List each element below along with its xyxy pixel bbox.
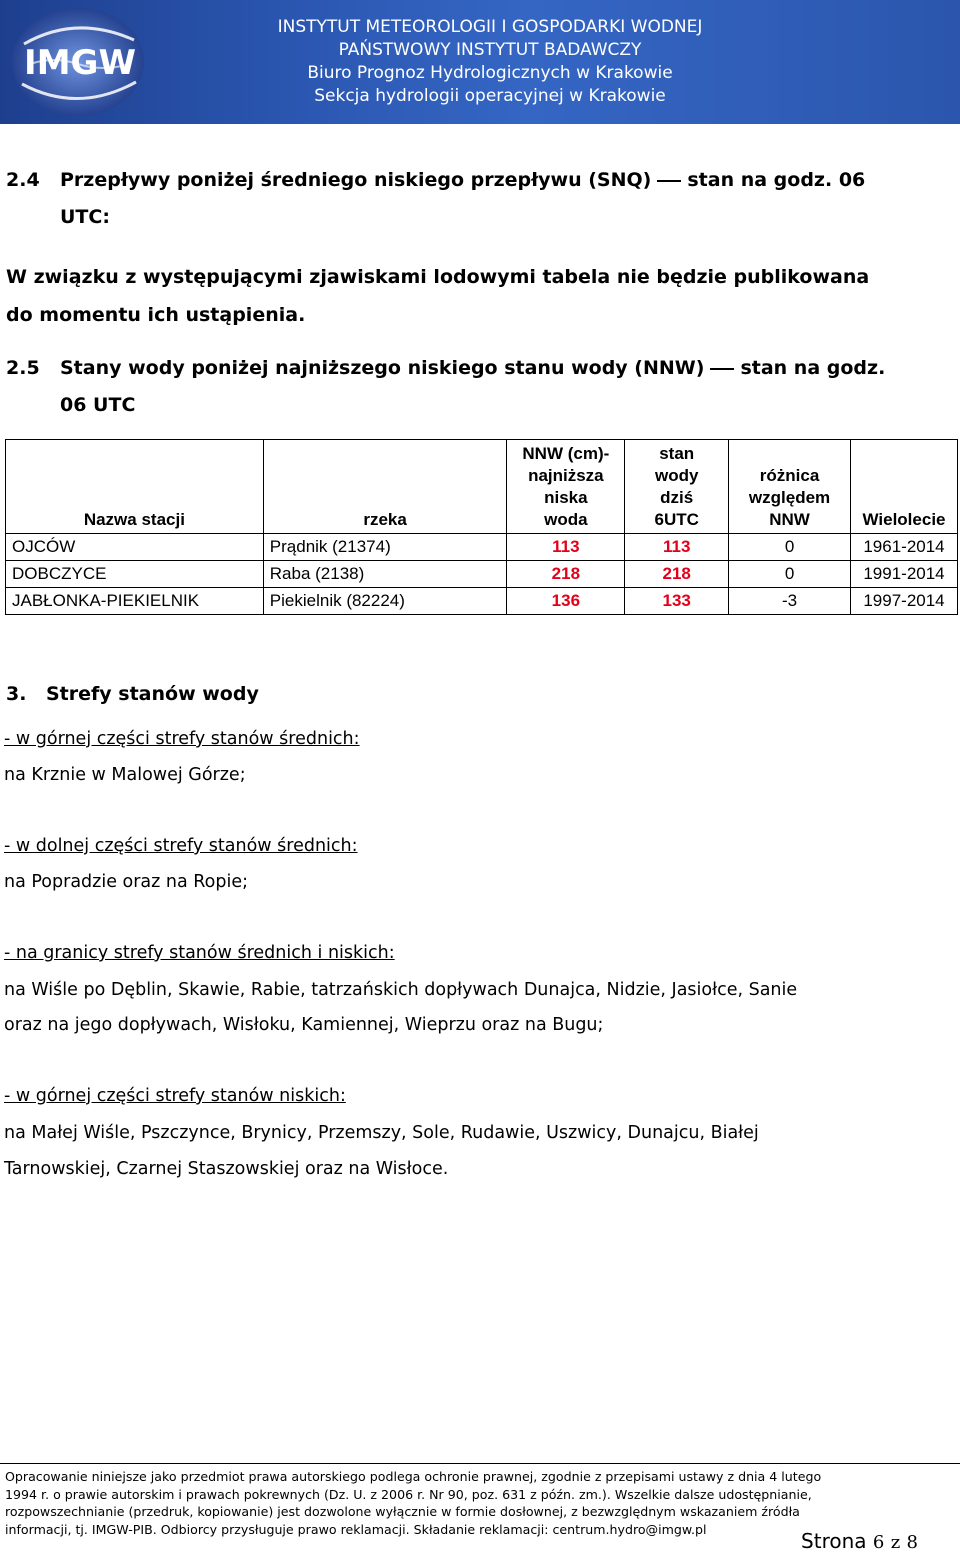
zone-text: na Małej Wiśle, Pszczynce, Brynicy, Przemszy, Sole, Rudawie, Uszwicy, Dunajcu, Białej: [4, 1123, 759, 1143]
col-river: rzeka: [263, 440, 507, 534]
institute-status: PAŃSTWOWY INSTYTUT BADAWCZY: [338, 40, 642, 60]
station-cell: OJCÓW: [6, 534, 264, 561]
svg-text:IMGW: IMGW: [24, 43, 136, 83]
today-cell: 133: [625, 588, 729, 615]
imgw-logo: [6, 4, 156, 120]
zone-heading: - w górnej części strefy stanów średnich:: [4, 729, 360, 749]
col-station: Nazwa stacji: [6, 440, 264, 534]
section-2-5-heading: [6, 354, 926, 419]
section-time: stan na godz.: [740, 357, 886, 379]
zone-heading: - na granicy strefy stanów średnich i niskich:: [4, 943, 395, 963]
notice-line: W związku z występującymi zjawiskami lodowymi tabela nie będzie publikowana: [6, 266, 870, 288]
section-time-cont: UTC:: [60, 206, 110, 228]
section-number: 2.4: [6, 169, 40, 191]
zone-text: oraz na jego dopływach, Wisłoku, Kamiennej, Wieprzu oraz na Bugu;: [4, 1015, 604, 1035]
col-today: stan wody dziś 6UTC: [625, 440, 729, 534]
section-number: 3.: [6, 683, 27, 705]
section-title: Przepływy poniżej średniego niskiego przepływu (SNQ): [60, 169, 652, 191]
river-cell: Prądnik (21374): [263, 534, 507, 561]
footer-line: informacji, tj. IMGW-PIB. Odbiorcy przysługuje prawo reklamacji. Składanie reklamacji: centrum.hydro@imgw.pl: [5, 1521, 707, 1537]
ice-notice: [6, 258, 926, 334]
section-title: Stany wody poniżej najniższego niskiego stanu wody (NNW): [60, 357, 705, 379]
nnw-cell: 218: [507, 561, 625, 588]
copyright-footer: [5, 1468, 955, 1538]
section-2-4-heading: [6, 166, 926, 231]
river-cell: Piekielnik (82224): [263, 588, 507, 615]
diff-cell: 0: [729, 534, 851, 561]
zone-heading: - w górnej części strefy stanów niskich:: [4, 1086, 346, 1106]
zone-text: na Popradzie oraz na Ropie;: [4, 872, 248, 892]
section-number: 2.5: [6, 357, 40, 379]
section-time-cont: 06 UTC: [60, 394, 136, 416]
institute-header: [210, 16, 770, 108]
diff-cell: 0: [729, 561, 851, 588]
zone-text: na Krznie w Malowej Górze;: [4, 765, 246, 785]
footer-line: 1994 r. o prawie autorskim i prawach pokrewnych (Dz. U. z 2006 r. Nr 90, poz. 631 z późn. zm.). Wszelkie dalsze udostępnianie,: [5, 1486, 812, 1502]
today-cell: 218: [625, 561, 729, 588]
page-total: 8: [906, 1532, 918, 1553]
col-period: Wielolecie: [851, 440, 958, 534]
zone-text: na Wiśle po Dęblin, Skawie, Rabie, tatrzańskich dopływach Dunajca, Nidzie, Jasiołce, Sanie: [4, 980, 798, 1000]
diff-cell: -3: [729, 588, 851, 615]
footer-divider: [0, 1463, 960, 1464]
zone-heading: - w dolnej części strefy stanów średnich:: [4, 836, 358, 856]
today-cell: 113: [625, 534, 729, 561]
page-current: 6: [872, 1532, 885, 1553]
institute-name: INSTYTUT METEOROLOGII I GOSPODARKI WODNEJ: [277, 17, 703, 37]
period-cell: 1961-2014: [851, 534, 958, 561]
dash-separator: [710, 368, 734, 370]
page-of: z: [890, 1532, 901, 1553]
station-cell: DOBCZYCE: [6, 561, 264, 588]
nnw-cell: 136: [507, 588, 625, 615]
zone-text: Tarnowskiej, Czarnej Staszowskiej oraz na Wisłoce.: [4, 1159, 449, 1179]
section-time: stan na godz. 06: [687, 169, 866, 191]
footer-line: rozpowszechnianie (przedruk, kopiowanie) jest dozwolone wyłącznie w formie dosłownej, z bezwzględnym wskazaniem źródła: [5, 1504, 800, 1519]
station-cell: JABŁONKA-PIEKIELNIK: [6, 588, 264, 615]
footer-line: Opracowanie niniejsze jako przedmiot prawa autorskiego podlega ochronie prawnej, zgodnie z przepisami ustawy z dnia 4 lutego: [5, 1469, 822, 1484]
table-row: [6, 588, 958, 615]
table-row: [6, 561, 958, 588]
table-header-row: [6, 440, 958, 534]
page-word: Strona: [801, 1529, 867, 1553]
section-name: Sekcja hydrologii operacyjnej w Krakowie: [314, 86, 666, 106]
section-title: Strefy stanów wody: [46, 683, 259, 705]
nnw-cell: 113: [507, 534, 625, 561]
dash-separator: [657, 180, 681, 182]
page-number: [801, 1529, 918, 1553]
nnw-table: [5, 439, 958, 615]
bureau-name: Biuro Prognoz Hydrologicznych w Krakowie: [307, 63, 673, 83]
period-cell: 1991-2014: [851, 561, 958, 588]
river-cell: Raba (2138): [263, 561, 507, 588]
col-nnw: NNW (cm)- najniższa niska woda: [507, 440, 625, 534]
table-row: [6, 534, 958, 561]
section-3-heading: [6, 680, 259, 708]
notice-line: do momentu ich ustąpienia.: [6, 304, 306, 326]
period-cell: 1997-2014: [851, 588, 958, 615]
col-diff: różnica względem NNW: [729, 440, 851, 534]
